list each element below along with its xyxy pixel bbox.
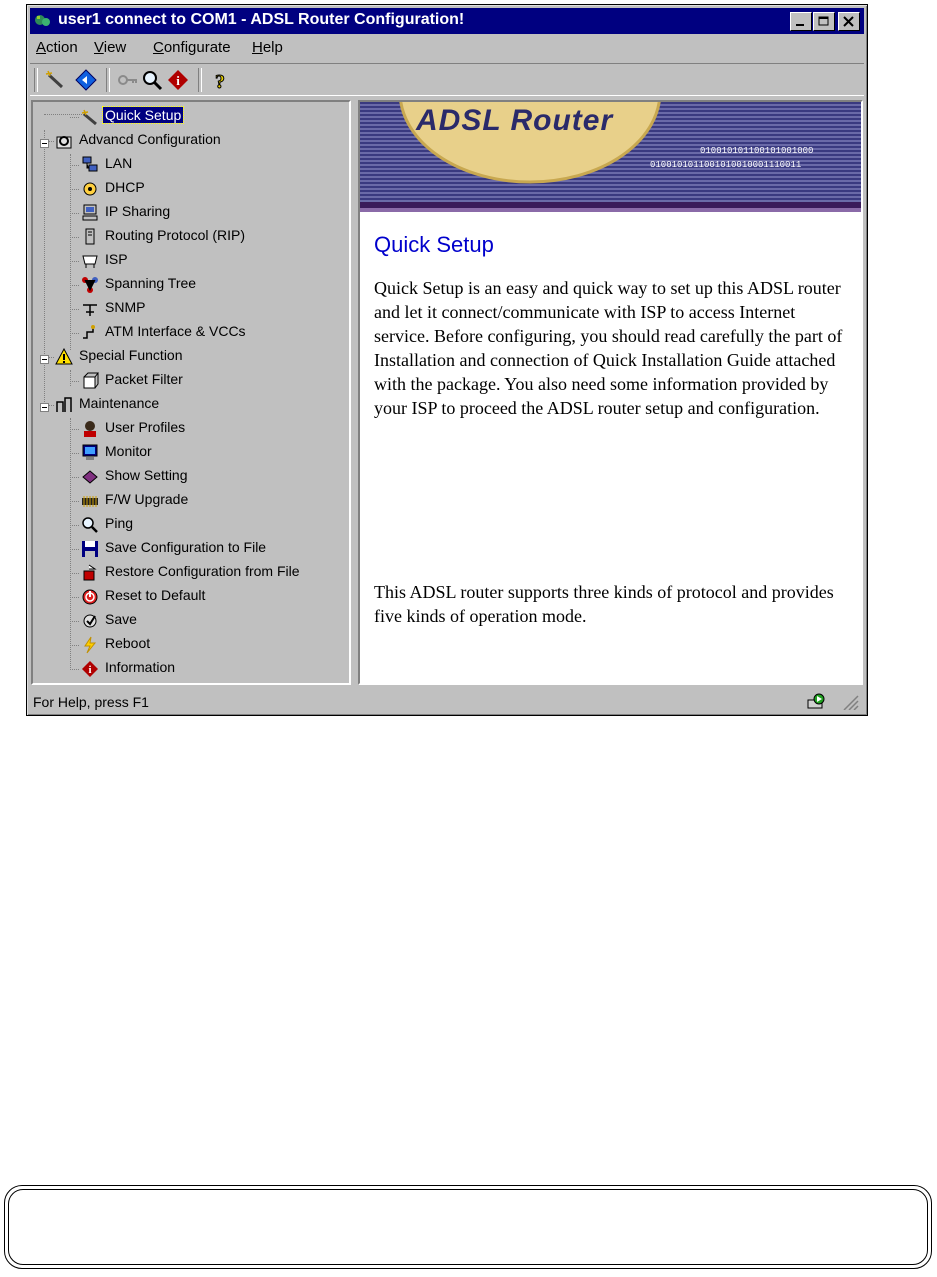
tree-item-label: SNMP bbox=[105, 299, 146, 315]
tree-line bbox=[70, 621, 79, 622]
page-footer-inner-frame bbox=[8, 1189, 928, 1265]
help-icon bbox=[208, 68, 232, 92]
wand-icon bbox=[44, 68, 68, 92]
tree-line bbox=[70, 418, 71, 670]
tree-item-label: Routing Protocol (RIP) bbox=[105, 227, 246, 243]
tree-item-label: F/W Upgrade bbox=[105, 491, 189, 507]
tree-item-label: Ping bbox=[105, 515, 134, 531]
tree-line bbox=[70, 429, 79, 430]
ip-sharing-icon bbox=[81, 204, 99, 222]
app-window bbox=[26, 4, 868, 716]
banner-title: ADSL Router bbox=[416, 104, 614, 137]
tree-line bbox=[49, 405, 54, 406]
tree-line bbox=[70, 370, 71, 386]
dhcp-icon bbox=[81, 180, 99, 198]
menu-configurate[interactable]: Configurate bbox=[153, 39, 231, 56]
collapse-maintenance[interactable] bbox=[40, 403, 49, 412]
content-paragraph-1: Quick Setup is an easy and quick way to set up this ADSL router and let it connect/communicate with ISP to access Internet service. Before configuring, you should read carefully the part of Installation and connection of Quick Installation Guide attached with the package. You also need some information provided by your ISP to proceed the ADSL router setup and configuration. bbox=[374, 278, 843, 418]
tree-item-label: LAN bbox=[105, 155, 133, 171]
tree-item-label: IP Sharing bbox=[105, 203, 171, 219]
tree-line bbox=[70, 154, 71, 350]
content-pane bbox=[358, 100, 863, 685]
key-icon bbox=[116, 68, 140, 92]
tree-item-label: Maintenance bbox=[79, 395, 160, 411]
tree-line bbox=[49, 357, 54, 358]
tree-line bbox=[44, 114, 84, 115]
snmp-icon bbox=[81, 300, 99, 318]
diamond-icon bbox=[74, 68, 98, 92]
svg-text:?: ? bbox=[215, 71, 225, 92]
svg-text:i: i bbox=[176, 73, 180, 88]
toolbar-help-button[interactable] bbox=[208, 68, 232, 92]
minimize-icon bbox=[795, 16, 807, 27]
magnifier-icon bbox=[81, 516, 99, 534]
content-paragraph-2: This ADSL router supports three kinds of protocol and provides five kinds of operation mode. bbox=[374, 582, 834, 626]
lightning-icon bbox=[81, 636, 99, 654]
power-icon bbox=[81, 588, 99, 606]
tree-line bbox=[70, 645, 79, 646]
tree-item-label: Reboot bbox=[105, 635, 151, 651]
tree-item-label: Spanning Tree bbox=[105, 275, 197, 291]
tree-line bbox=[70, 213, 79, 214]
restore-icon bbox=[81, 564, 99, 582]
show-setting-icon bbox=[81, 468, 99, 486]
tree-line bbox=[44, 130, 45, 412]
tree-item-label: Quick Setup bbox=[105, 107, 182, 123]
config-folder-icon bbox=[55, 132, 73, 150]
page-footer-frame bbox=[4, 1185, 932, 1269]
tree-line bbox=[70, 477, 79, 478]
tree-line bbox=[49, 141, 54, 142]
lan-icon bbox=[81, 156, 99, 174]
monitor-icon bbox=[81, 444, 99, 462]
tree-item-label: Packet Filter bbox=[105, 371, 183, 387]
tree-item-label: User Profiles bbox=[105, 419, 186, 435]
content-heading: Quick Setup bbox=[374, 232, 494, 257]
chip-icon bbox=[81, 492, 99, 510]
connection-status-icon bbox=[806, 692, 828, 710]
toolbar-separator-2 bbox=[198, 68, 202, 92]
toolbar-grip bbox=[34, 68, 38, 92]
save-icon bbox=[81, 612, 99, 630]
collapse-special[interactable] bbox=[40, 355, 49, 364]
collapse-advanced[interactable] bbox=[40, 139, 49, 148]
title-bar[interactable] bbox=[30, 8, 864, 34]
tree-line bbox=[70, 309, 79, 310]
wand-icon bbox=[81, 108, 99, 126]
isp-icon bbox=[81, 252, 99, 270]
tree-line bbox=[70, 669, 79, 670]
status-bar bbox=[30, 690, 864, 713]
status-text: For Help, press F1 bbox=[33, 694, 149, 710]
menu-bar bbox=[30, 36, 864, 60]
maintenance-icon bbox=[55, 396, 73, 414]
adsl-router-banner bbox=[360, 102, 861, 212]
info-icon bbox=[166, 68, 190, 92]
user-profiles-icon bbox=[81, 420, 99, 438]
menu-view[interactable]: View bbox=[94, 39, 127, 56]
packet-filter-icon bbox=[81, 372, 99, 390]
tree-line bbox=[70, 525, 79, 526]
svg-text:i: i bbox=[88, 664, 92, 676]
window-title: user1 connect to COM1 - ADSL Router Configuration! bbox=[58, 11, 465, 28]
toolbar bbox=[30, 63, 864, 96]
banner-binary-top: 010010101100101001000 bbox=[700, 146, 814, 156]
tree-line bbox=[70, 285, 79, 286]
toolbar-key-button[interactable] bbox=[116, 68, 140, 92]
tree-line bbox=[70, 333, 79, 334]
tree-item-label: Save Configuration to File bbox=[105, 539, 267, 555]
menu-action[interactable]: Action bbox=[36, 39, 78, 56]
tree-item-label: DHCP bbox=[105, 179, 145, 195]
tree-line bbox=[70, 165, 79, 166]
close-icon bbox=[843, 16, 855, 27]
spanning-tree-icon bbox=[81, 276, 99, 294]
tree-item-label: Monitor bbox=[105, 443, 152, 459]
toolbar-connect-button[interactable] bbox=[74, 68, 98, 92]
banner-binary-bottom: 0100101011001010010001110011 bbox=[650, 160, 802, 170]
tree-line bbox=[70, 117, 79, 118]
menu-help[interactable]: Help bbox=[252, 39, 283, 56]
magnifier-icon bbox=[140, 68, 164, 92]
atm-icon bbox=[81, 324, 99, 342]
toolbar-info-button[interactable] bbox=[166, 68, 190, 92]
tree-line bbox=[70, 573, 79, 574]
tree-item-label: Advancd Configuration bbox=[79, 131, 221, 147]
tree-item-label: Show Setting bbox=[105, 467, 188, 483]
toolbar-quick-setup-button[interactable] bbox=[44, 68, 68, 92]
close-button[interactable] bbox=[838, 12, 860, 31]
tree-item-label: Special Function bbox=[79, 347, 183, 363]
tree-line bbox=[70, 189, 79, 190]
tree-item-label: ISP bbox=[105, 251, 128, 267]
floppy-icon bbox=[81, 540, 99, 558]
tree-line bbox=[70, 549, 79, 550]
tree-line bbox=[70, 597, 79, 598]
routing-icon bbox=[81, 228, 99, 246]
app-icon bbox=[34, 13, 52, 29]
resize-grip-icon[interactable] bbox=[842, 694, 860, 710]
maximize-button[interactable] bbox=[813, 12, 835, 31]
tree-line bbox=[70, 261, 79, 262]
minimize-button[interactable] bbox=[790, 12, 812, 31]
maximize-icon bbox=[818, 16, 830, 27]
tree-item-label: ATM Interface & VCCs bbox=[105, 323, 246, 339]
tree-item-label: Information bbox=[105, 659, 176, 675]
tree-item-label: Reset to Default bbox=[105, 587, 206, 603]
tree-line bbox=[70, 381, 79, 382]
navigation-tree[interactable] bbox=[31, 100, 351, 685]
tree-item-label: Restore Configuration from File bbox=[105, 563, 300, 579]
toolbar-ping-button[interactable] bbox=[140, 68, 164, 92]
tree-item-label: Save bbox=[105, 611, 137, 627]
info-icon bbox=[81, 660, 99, 678]
warning-icon bbox=[55, 348, 73, 366]
tree-line bbox=[70, 501, 79, 502]
tree-line bbox=[70, 453, 79, 454]
tree-line bbox=[70, 237, 79, 238]
toolbar-separator bbox=[106, 68, 110, 92]
